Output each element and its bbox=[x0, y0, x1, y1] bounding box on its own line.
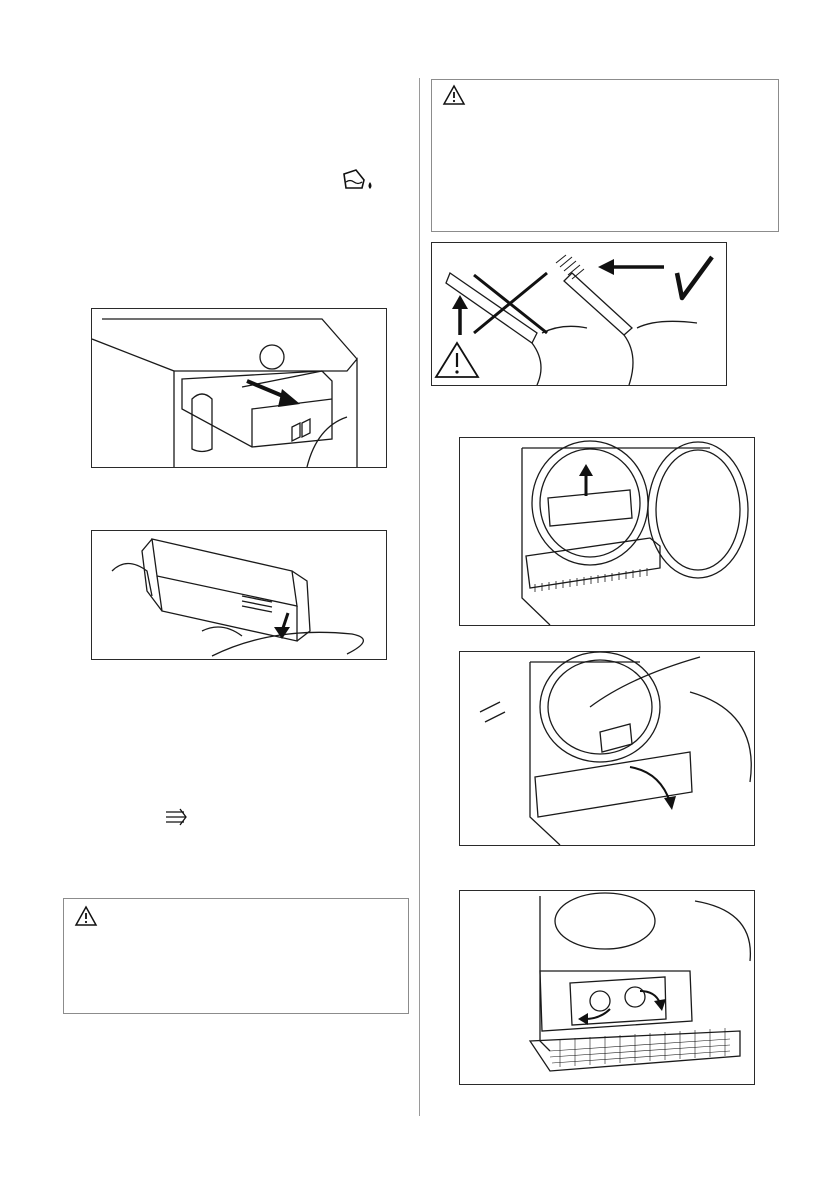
figure-remove-water-container bbox=[91, 308, 387, 468]
check-mark-icon bbox=[677, 257, 712, 298]
heat-exchanger-icon bbox=[164, 808, 188, 826]
cross-mark-icon bbox=[474, 273, 547, 333]
figure-clean-compartment bbox=[459, 890, 755, 1085]
figure-remove-filter bbox=[459, 437, 755, 626]
figure-vacuum-nozzle-usage bbox=[431, 242, 727, 386]
warning-triangle-icon bbox=[442, 84, 466, 106]
illustration-empty-container bbox=[92, 531, 386, 659]
column-divider bbox=[419, 78, 420, 1116]
warning-triangle-icon bbox=[436, 343, 478, 377]
illustration-clean-compartment bbox=[460, 891, 754, 1084]
figure-empty-water-container bbox=[91, 530, 387, 660]
illustration-open-plinth bbox=[460, 652, 754, 845]
warning-triangle-icon bbox=[74, 905, 98, 927]
illustration-remove-container bbox=[92, 309, 386, 467]
warning-box-left bbox=[63, 898, 409, 1014]
illustration-vacuum-nozzle bbox=[432, 243, 726, 385]
warning-box-right bbox=[431, 79, 779, 232]
illustration-remove-filter bbox=[460, 438, 754, 625]
water-container-icon bbox=[340, 168, 376, 194]
figure-open-plinth-cover bbox=[459, 651, 755, 846]
